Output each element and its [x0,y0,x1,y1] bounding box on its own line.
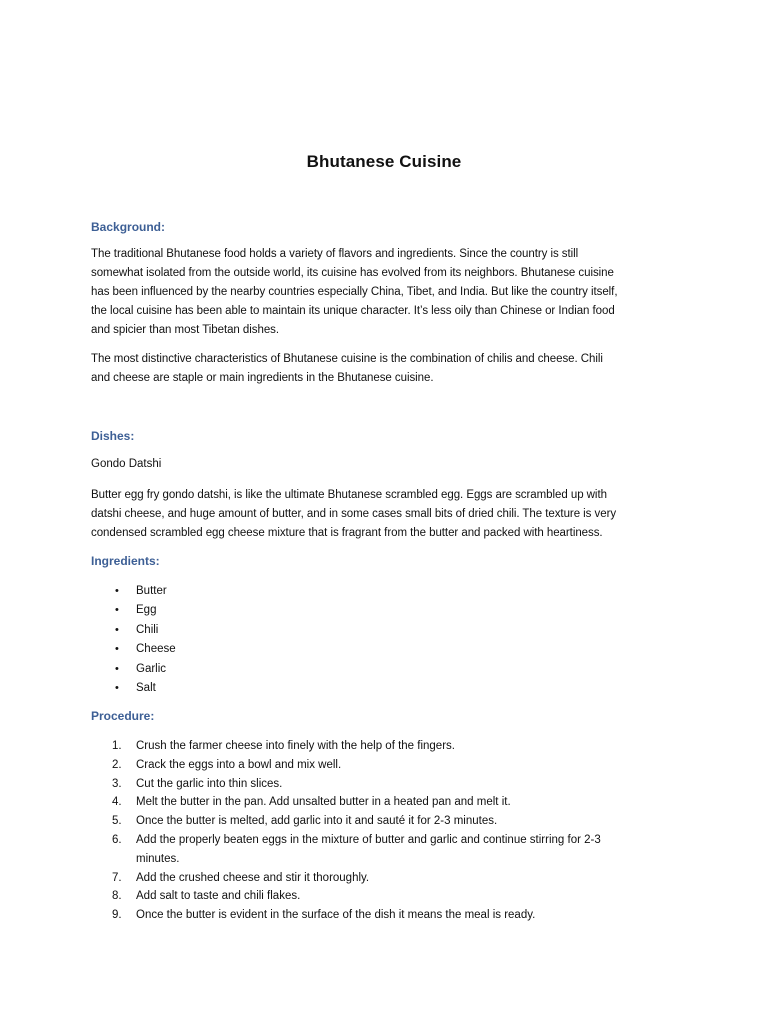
background-heading: Background: [91,220,166,234]
ingredient-label: Cheese [136,643,176,656]
document-title: Bhutanese Cuisine [306,152,462,171]
ingredients-heading: Ingredients: [91,554,160,568]
step-number: 7. [112,871,122,884]
list-item [91,793,691,812]
list-item [91,869,691,888]
ingredients-list [91,582,176,698]
step-text: Cut the garlic into thin slices. [136,777,283,790]
ingredient-label: Garlic [136,662,167,675]
step-text: Melt the butter in the pan. Add unsalted butter in a heated pan and melt it. [136,796,511,809]
text-line: somewhat isolated from the outside world, its cuisine has evolved from its neighbors. Bhutanese cuisine [91,267,614,279]
background-paragraph-1 [91,245,681,340]
text-line: has been influenced by the nearby countries especially China, Tibet, and India. But like the country itself, [91,286,618,298]
step-number: 9. [112,909,122,922]
step-number: 2. [112,758,122,771]
dish-description [91,486,681,543]
list-item [91,621,176,640]
bullet-icon: • [115,662,119,675]
procedure-list [91,737,691,925]
text-line: the local cuisine has been able to maintain its unique character. It’s less oily than Chinese or Indian food [91,305,615,317]
text-line: The most distinctive characteristics of Bhutanese cuisine is the combination of chilis and cheese. Chili [91,353,603,365]
bullet-icon: • [115,681,119,694]
ingredient-label: Egg [136,604,157,617]
ingredient-label: Salt [136,681,156,694]
list-item [91,737,691,756]
step-text: Crack the eggs into a bowl and mix well. [136,758,342,771]
text-line: Butter egg fry gondo datshi, is like the ultimate Bhutanese scrambled egg. Eggs are scrambled up with [91,489,607,501]
list-item [91,582,176,601]
list-item [91,887,691,906]
text-line: and spicier than most Tibetan dishes. [91,324,280,336]
bullet-icon: • [115,585,119,597]
step-number: 6. [112,833,122,846]
step-text: Once the butter is melted, add garlic into it and sauté it for 2-3 minutes. [136,815,498,828]
list-item [91,831,691,869]
list-item [91,679,176,698]
list-item [91,601,176,620]
bullet-icon: • [115,643,119,656]
list-item [91,756,691,775]
step-text: Add the crushed cheese and stir it thoroughly. [136,871,370,884]
procedure-heading: Procedure: [91,709,155,723]
step-text: Once the butter is evident in the surface of the dish it means the meal is ready. [136,909,536,922]
step-text: Add the properly beaten eggs in the mixture of butter and garlic and continue stirring for 2-3 [136,833,601,846]
step-number: 4. [112,796,122,809]
list-item [91,812,691,831]
list-item [91,640,176,659]
text-line: and cheese are staple or main ingredients in the Bhutanese cuisine. [91,372,434,384]
ingredient-label: Chili [136,623,159,636]
bullet-icon: • [115,623,119,636]
text-line: datshi cheese, and huge amount of butter, and in some cases small bits of dried chili. The texture is very [91,508,617,520]
background-paragraph-2 [91,350,681,388]
list-item [91,906,691,925]
step-number: 3. [112,777,122,790]
text-line: The traditional Bhutanese food holds a variety of flavors and ingredients. Since the country is still [91,248,579,260]
bullet-icon: • [115,604,119,617]
step-text: Add salt to taste and chili flakes. [136,890,301,903]
step-number: 1. [112,740,122,752]
ingredient-label: Butter [136,585,167,597]
step-number: 5. [112,815,122,828]
step-number: 8. [112,890,122,903]
list-item [91,775,691,794]
dish-name: Gondo Datshi [91,458,162,470]
text-line: condensed scrambled egg cheese mixture that is fragrant from the butter and packed with heartiness. [91,527,603,539]
step-text: Crush the farmer cheese into finely with the help of the fingers. [136,740,455,752]
dishes-heading: Dishes: [91,429,135,443]
step-text: minutes. [136,852,180,865]
list-item [91,660,176,679]
